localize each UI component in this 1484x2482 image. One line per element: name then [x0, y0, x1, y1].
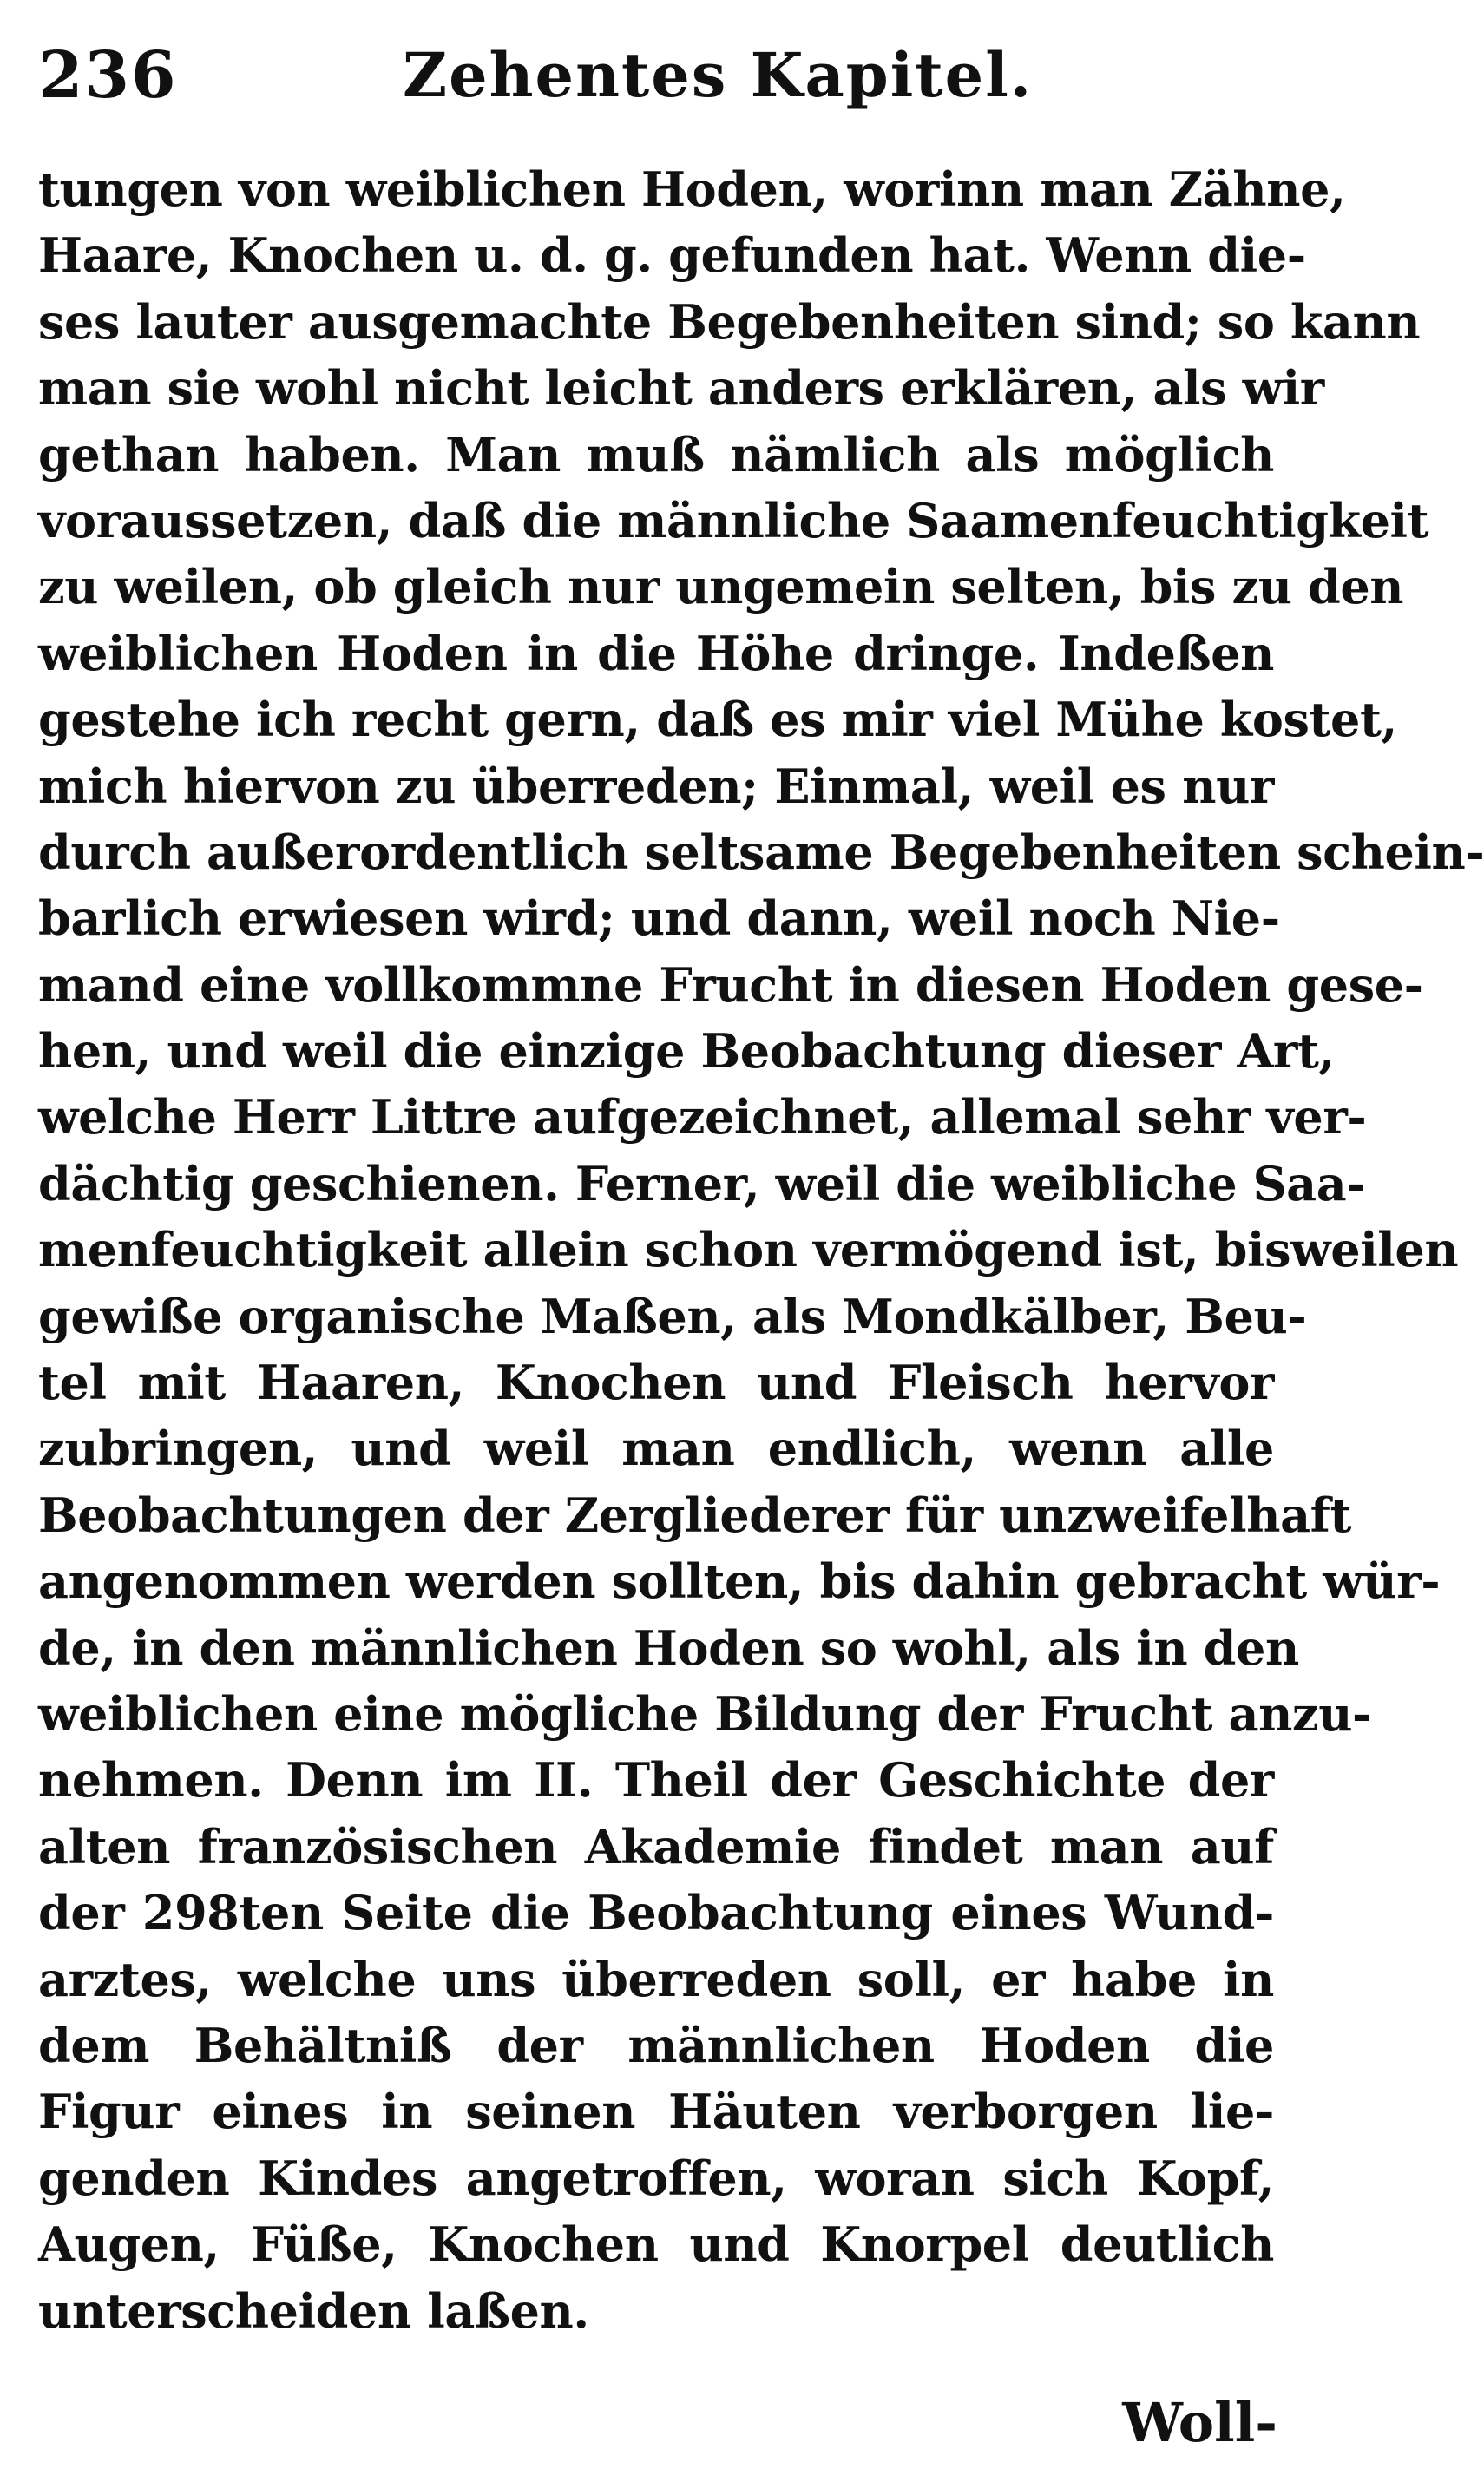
text-line: zu weilen, ob gleich nur ungemein selten, bis zu den	[38, 559, 1404, 615]
text-line: unterscheiden laßen.	[38, 2282, 589, 2339]
text-line: gewiße organische Maßen, als Mondkälber, Beu-	[38, 1288, 1307, 1344]
text-line: man sie wohl nicht leicht anders erklären, als wir	[38, 360, 1324, 417]
text-line: Augen, Füße, Knochen und Knorpel deutlich	[38, 2216, 1274, 2273]
text-line: de, in den männlichen Hoden so wohl, als in den	[38, 1619, 1299, 1676]
text-line: Figur eines in seinen Häuten verborgen lie-	[38, 2084, 1274, 2140]
text-line: Haare, Knochen u. d. g. gefunden hat. Wenn die-	[38, 227, 1306, 284]
text-line: mich hiervon zu überreden; Einmal, weil es nur	[38, 758, 1274, 814]
text-line: alten französischen Akademie findet man auf	[38, 1818, 1274, 1875]
text-line: Beobachtungen der Zergliederer für unzweifelhaft	[38, 1487, 1352, 1543]
text-line: gethan haben. Man muß nämlich als möglich	[38, 426, 1274, 483]
text-line: angenommen werden sollten, bis dahin gebracht wür-	[38, 1553, 1441, 1610]
text-line: ses lauter ausgemachte Begebenheiten sind; so kann	[38, 293, 1421, 350]
text-line: zubringen, und weil man endlich, wenn alle	[38, 1421, 1274, 1477]
text-line: weiblichen Hoden in die Höhe dringe. Indeßen	[38, 625, 1274, 681]
text-line: durch außerordentlich seltsame Begebenheiten schein-	[38, 824, 1484, 880]
text-line: voraussetzen, daß die männliche Saamenfeuchtigkeit	[38, 492, 1429, 548]
text-line: arztes, welche uns überreden soll, er habe in	[38, 1951, 1274, 2007]
text-line: hen, und weil die einzige Beobachtung dieser Art,	[38, 1023, 1335, 1080]
text-line: dem Behältniß der männlichen Hoden die	[38, 2017, 1274, 2073]
text-line: weiblichen eine mögliche Bildung der Frucht anzu-	[38, 1685, 1372, 1742]
page-header	[38, 30, 1271, 125]
body-text	[38, 156, 1484, 2344]
text-line: nehmen. Denn im II. Theil der Geschichte der	[38, 1752, 1274, 1809]
text-line: genden Kindes angetroffen, woran sich Kopf,	[38, 2150, 1274, 2206]
running-head: Zehentes Kapitel.	[403, 39, 1034, 111]
catchword: Woll-	[1122, 2391, 1277, 2454]
text-line: dächtig geschienen. Ferner, weil die weibliche Saa-	[38, 1155, 1366, 1211]
text-line: barlich erwiesen wird; und dann, weil noch Nie-	[38, 890, 1280, 947]
text-line: der 298ten Seite die Beobachtung eines Wund-	[38, 1885, 1274, 1941]
text-line: gestehe ich recht gern, daß es mir viel Mühe kostet,	[38, 692, 1397, 748]
text-line: menfeuchtigkeit allein schon vermögend ist, bisweilen	[38, 1222, 1459, 1278]
text-line: mand eine vollkommne Frucht in diesen Hoden gese-	[38, 956, 1423, 1013]
text-line: tel mit Haaren, Knochen und Fleisch hervor	[38, 1355, 1274, 1411]
text-line: welche Herr Littre aufgezeichnet, allemal sehr ver-	[38, 1089, 1367, 1146]
page-number: 236	[38, 38, 178, 113]
text-line: tungen von weiblichen Hoden, worinn man Zähne,	[38, 161, 1346, 217]
